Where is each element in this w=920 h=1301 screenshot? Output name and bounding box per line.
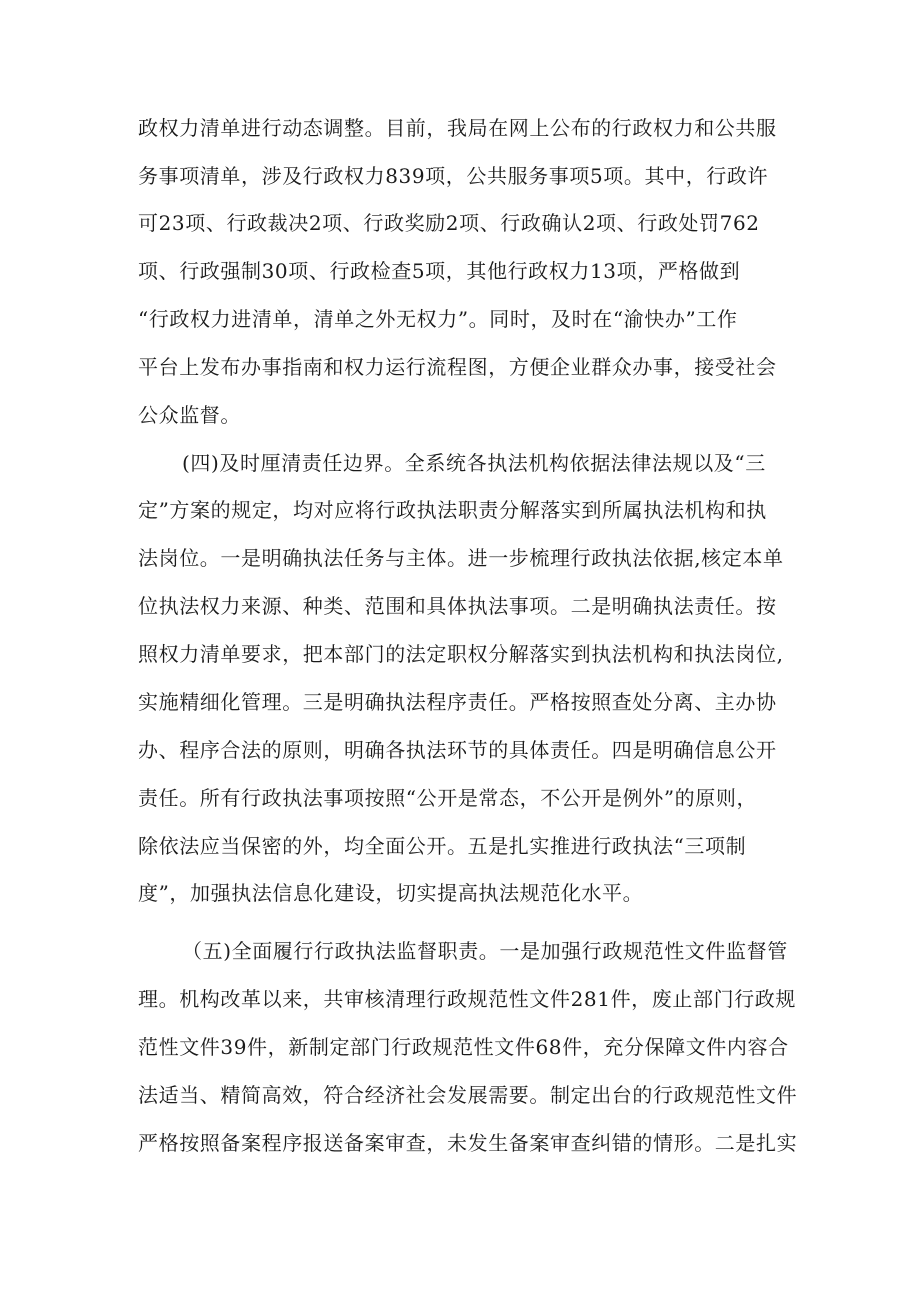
text-line-20: 范性文件39件，新制定部门行政规范性文件68件，充分保障文件内容合: [138, 1035, 789, 1059]
paragraph-5-heading-line: （五)全面履行行政执法监督职责。一是加强行政规范性文件监督管: [182, 939, 788, 963]
text-line-19: 理。机构改革以来，共审核清理行政规范性文件281件，废止部门行政规: [138, 987, 796, 1011]
text-line-6: 平台上发布办事指南和权力运行流程图，方便企业群众办事，接受社会: [138, 355, 777, 379]
paragraph-4-heading-line: (四)及时厘清责任边界。全系统各执法机构依据法律法规以及“三: [182, 451, 766, 475]
text-line-17: 度”，加强执法信息化建设，切实提高执法规范化水平。: [138, 881, 644, 905]
text-line-12: 照权力清单要求，把本部门的法定职权分解落实到执法机构和执法岗位,: [138, 642, 784, 666]
text-line-7: 公众监督。: [138, 403, 241, 427]
text-line-2: 务事项清单，涉及行政权力839项，公共服务事项5项。其中，行政许: [138, 164, 769, 188]
text-line-22: 严格按照备案程序报送备案审查，未发生备案审查纠错的情形。二是扎实: [138, 1131, 798, 1155]
text-line-9: 定”方案的规定，均对应将行政执法职责分解落实到所属执法机构和执: [138, 498, 767, 522]
text-line-14: 办、程序合法的原则，明确各执法环节的具体责任。四是明确信息公开: [138, 738, 777, 762]
text-line-16: 除依法应当保密的外，均全面公开。五是扎实推进行政执法“三项制: [138, 834, 747, 858]
text-line-11: 位执法权力来源、种类、范围和具体执法事项。二是明确执法责任。按: [138, 594, 777, 618]
text-line-4: 项、行政强制30项、行政检查5项，其他行政权力13项，严格做到: [138, 259, 741, 283]
text-line-10: 法岗位。一是明确执法任务与主体。进一步梳理行政执法依据,核定本单: [138, 546, 784, 570]
text-line-15: 责任。所有行政执法事项按照“公开是常态，不公开是例外”的原则，: [138, 786, 758, 810]
text-line-3: 可23项、行政裁决2项、行政奖励2项、行政确认2项、行政处罚762: [138, 211, 760, 235]
text-line-5: “行政权力进清单，清单之外无权力”。同时，及时在“渝快办”工作: [138, 307, 738, 331]
text-line-13: 实施精细化管理。三是明确执法程序责任。严格按照查处分离、主办协: [138, 690, 777, 714]
text-line-21: 法适当、精简高效，符合经济社会发展需要。制定出台的行政规范性文件: [138, 1083, 798, 1107]
text-line-1: 政权力清单进行动态调整。目前，我局在网上公布的行政权力和公共服: [138, 116, 777, 140]
